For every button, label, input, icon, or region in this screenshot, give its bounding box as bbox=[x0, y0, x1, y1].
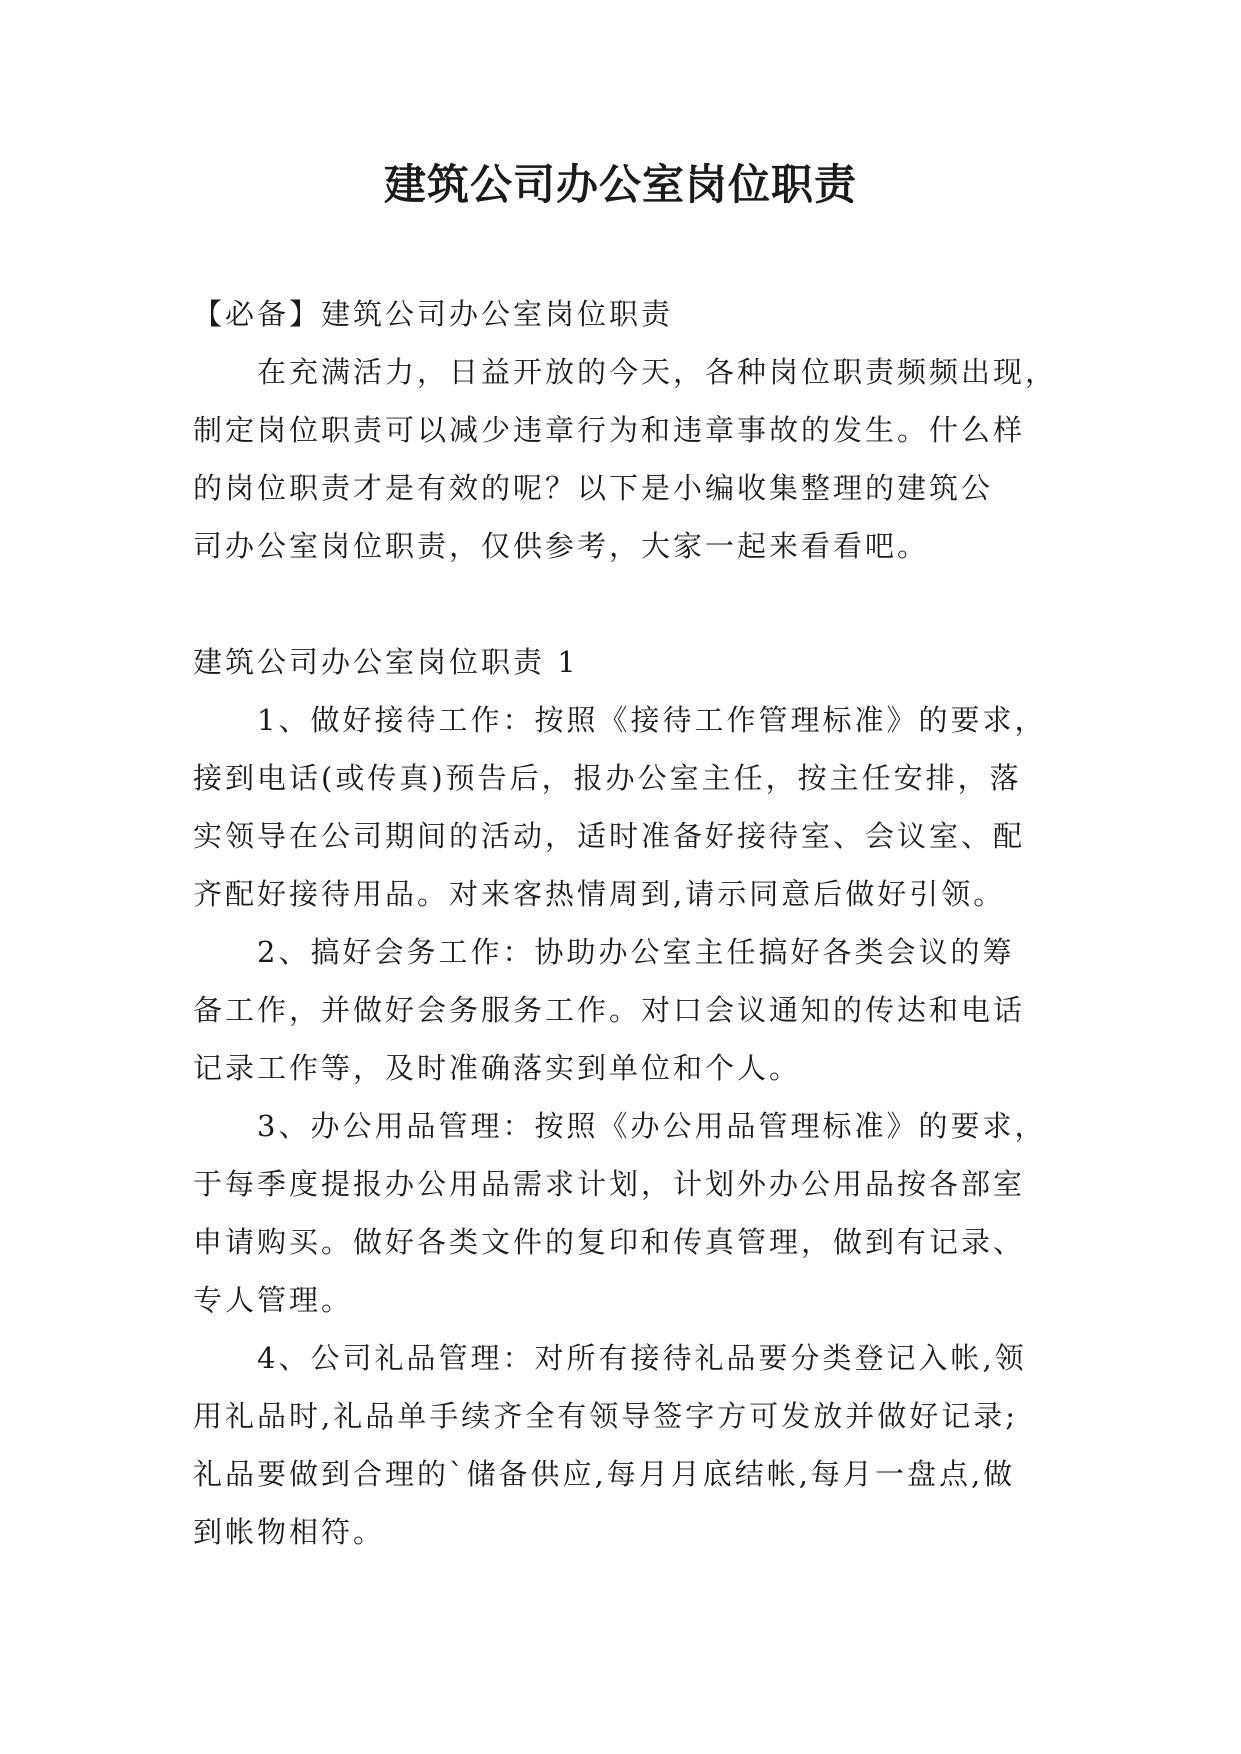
intro-line: 的岗位职责才是有效的呢？以下是小编收集整理的建筑公 bbox=[193, 471, 994, 505]
item-line: 用礼品时,礼品单手续齐全有领导签字方可发放并做好记录; bbox=[193, 1399, 1018, 1433]
intro-line: 制定岗位职责可以减少违章行为和违章事故的发生。什么样 bbox=[193, 413, 1026, 447]
item-line: 接到电话(或传真)预告后，报办公室主任，按主任安排，落 bbox=[193, 761, 1022, 795]
intro-line: 在充满活力，日益开放的今天，各种岗位职责频频出现， bbox=[257, 355, 1058, 389]
item-line: 2、搞好会务工作：协助办公室主任搞好各类会议的筹 bbox=[257, 935, 1015, 969]
document-title: 建筑公司办公室岗位职责 bbox=[383, 160, 857, 209]
item-line: 齐配好接待用品。对来客热情周到,请示同意后做好引领。 bbox=[193, 877, 1006, 911]
subtitle-line: 【必备】建筑公司办公室岗位职责 bbox=[193, 297, 674, 331]
item-line: 于每季度提报办公用品需求计划，计划外办公用品按各部室 bbox=[193, 1167, 1026, 1201]
item-line: 到帐物相符。 bbox=[193, 1515, 386, 1549]
item-line: 记录工作等，及时准确落实到单位和个人。 bbox=[193, 1051, 802, 1085]
paragraph-gap bbox=[193, 575, 1053, 633]
item-line: 备工作，并做好会务服务工作。对口会议通知的传达和电话 bbox=[193, 993, 1026, 1027]
item-line: 3、办公用品管理：按照《办公用品管理标准》的要求， bbox=[257, 1109, 1047, 1143]
item-line: 专人管理。 bbox=[193, 1283, 354, 1317]
intro-line: 司办公室岗位职责，仅供参考，大家一起来看看吧。 bbox=[193, 529, 930, 563]
document-body bbox=[193, 285, 1058, 1561]
item-line: 1、做好接待工作：按照《接待工作管理标准》的要求， bbox=[257, 703, 1047, 737]
item-line: 申请购买。做好各类文件的复印和传真管理，做到有记录、 bbox=[193, 1225, 1026, 1259]
item-line: 实领导在公司期间的活动，适时准备好接待室、会议室、配 bbox=[193, 819, 1026, 853]
section-heading: 建筑公司办公室岗位职责 1 bbox=[193, 645, 579, 679]
item-line: 礼品要做到合理的`储备供应,每月月底结帐,每月一盘点,做 bbox=[193, 1457, 1016, 1491]
item-line: 4、公司礼品管理：对所有接待礼品要分类登记入帐,领 bbox=[257, 1341, 1027, 1375]
